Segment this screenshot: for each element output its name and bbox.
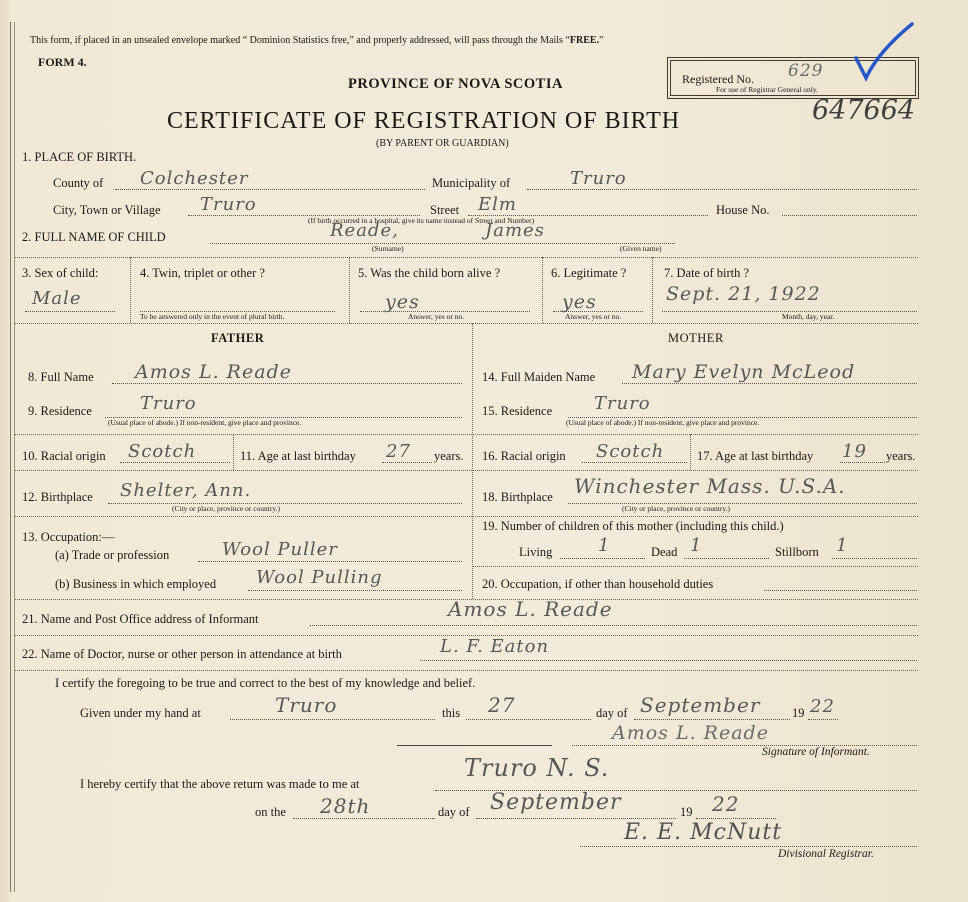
mother-age-value: 19	[842, 441, 867, 462]
father-heading: FATHER	[211, 331, 265, 345]
certify-day-value: 27	[488, 693, 516, 717]
informant-line	[310, 625, 917, 626]
registered-no-label: Registered No.	[682, 72, 754, 86]
informant-signature: Amos L. Reade	[612, 722, 769, 744]
mother-residence-label: 15. Residence	[482, 404, 553, 418]
place-of-birth-heading: 1. PLACE OF BIRTH.	[22, 150, 137, 164]
mother-heading: MOTHER	[668, 331, 724, 345]
house-no-label: House No.	[716, 203, 770, 217]
twin-label: 4. Twin, triplet or other ?	[140, 266, 265, 280]
separator-rule	[397, 745, 552, 746]
checkmark-icon	[848, 18, 918, 86]
province-heading: PROVINCE OF NOVA SCOTIA	[348, 76, 563, 92]
mail-notice: This form, if placed in an unsealed envelope marked “ Dominion Statistics free,” and properly addressed, will pass through the Mails “FREE.”	[30, 35, 604, 46]
father-age-line	[382, 462, 432, 463]
stillborn-value: 1	[836, 535, 849, 556]
father-name-value: Amos L. Reade	[135, 361, 292, 383]
mother-racial-label: 16. Racial origin	[482, 449, 566, 463]
father-racial-line	[120, 462, 230, 463]
city-label: City, Town or Village	[53, 203, 161, 217]
mother-occupation-label: 20. Occupation, if other than household duties	[482, 577, 714, 591]
doctor-value: L. F. Eaton	[440, 636, 550, 657]
mother-birthplace-value: Winchester Mass. U.S.A.	[574, 474, 846, 498]
father-age-label: 11. Age at last birthday	[240, 449, 356, 463]
dead-line	[684, 558, 769, 559]
given-under-label: Given under my hand at	[80, 706, 201, 720]
father-birthplace-label: 12. Birthplace	[22, 490, 93, 504]
child-name-line	[210, 243, 675, 244]
county-label: County of	[53, 176, 104, 190]
row-divider	[15, 323, 918, 324]
twin-note: To be answered only in the event of plural birth.	[140, 312, 285, 321]
born-alive-value: yes	[385, 291, 420, 313]
county-line	[115, 189, 425, 190]
page-title: CERTIFICATE OF REGISTRATION OF BIRTH	[167, 108, 681, 134]
column-divider	[233, 434, 234, 470]
occupation-heading: 13. Occupation:—	[22, 530, 115, 544]
dob-note: Month, day, year.	[782, 312, 835, 321]
registrar-statement: I hereby certify that the above return was made to me at	[80, 777, 360, 791]
father-racial-label: 10. Racial origin	[22, 449, 106, 463]
mother-name-label: 14. Full Maiden Name	[482, 370, 596, 384]
father-residence-note: (Usual place of abode.) If non-resident, give place and province.	[108, 418, 302, 427]
row-divider	[15, 434, 918, 435]
municipality-line	[527, 189, 917, 190]
born-alive-label: 5. Was the child born alive ?	[358, 266, 501, 280]
father-racial-value: Scotch	[128, 441, 197, 462]
street-label: Street	[430, 203, 460, 217]
margin-line	[14, 22, 15, 892]
row-divider	[15, 470, 918, 471]
registrar-day-value: 28th	[320, 794, 371, 818]
children-count-label: 19. Number of children of this mother (including this child.)	[482, 519, 784, 533]
dead-value: 1	[690, 535, 703, 556]
informant-signature-label: Signature of Informant.	[762, 746, 870, 758]
registrar-signature-line	[580, 846, 917, 847]
column-divider	[652, 257, 653, 323]
certify-year-value: 22	[810, 696, 835, 717]
dead-label: Dead	[651, 545, 678, 559]
father-age-value: 27	[386, 441, 411, 462]
sex-label: 3. Sex of child:	[22, 266, 99, 280]
column-divider	[349, 257, 350, 323]
year-line	[808, 719, 838, 720]
given-name-note: (Given name)	[620, 244, 662, 253]
given-place-line	[230, 719, 435, 720]
living-label: Living	[519, 545, 553, 559]
father-birthplace-value: Shelter, Ann.	[120, 480, 252, 501]
born-alive-note: Answer, yes or no.	[408, 312, 465, 321]
father-residence-value: Truro	[140, 393, 197, 414]
row-divider	[15, 257, 918, 258]
this-label: this	[442, 706, 461, 720]
on-the-label: on the	[255, 805, 286, 819]
registered-no-value: 629	[788, 61, 824, 81]
registrar-year-value: 22	[712, 792, 740, 816]
sex-value: Male	[32, 288, 82, 309]
row-divider	[15, 516, 918, 517]
father-birthplace-note: (City or place, province or country.)	[172, 504, 281, 513]
mother-residence-note: (Usual place of abode.) If non-resident, give place and province.	[566, 418, 760, 427]
father-age-unit: years.	[434, 449, 464, 463]
registrar-month-line	[476, 818, 676, 819]
form-number: FORM 4.	[38, 55, 87, 69]
mother-racial-value: Scotch	[596, 441, 665, 462]
doctor-line	[420, 660, 917, 661]
trade-label: (a) Trade or profession	[55, 548, 170, 562]
legitimate-label: 6. Legitimate ?	[551, 266, 627, 280]
given-place-value: Truro	[275, 693, 338, 717]
municipality-value: Truro	[570, 168, 627, 189]
certify-month-value: September	[640, 693, 761, 717]
trade-value: Wool Puller	[222, 539, 338, 560]
municipality-label: Municipality of	[432, 176, 511, 190]
mother-birthplace-line	[568, 503, 917, 504]
hospital-note: (If birth occurred in a hospital, give its name instead of Street and Number)	[308, 216, 535, 225]
house-no-line	[782, 215, 917, 216]
surname-note: (Surname)	[372, 244, 404, 253]
certificate-number: 647664	[812, 95, 916, 126]
mother-residence-value: Truro	[594, 393, 651, 414]
business-line	[248, 590, 462, 591]
dob-value: Sept. 21, 1922	[666, 283, 821, 305]
year-prefix: 19	[792, 706, 805, 720]
father-birthplace-line	[108, 503, 462, 504]
mother-name-line	[622, 383, 917, 384]
legitimate-note: Answer, yes or no.	[565, 312, 622, 321]
informant-value: Amos L. Reade	[448, 597, 613, 621]
business-label: (b) Business in which employed	[55, 577, 217, 591]
registrar-month-value: September	[490, 790, 622, 815]
certify-statement: I certify the foregoing to be true and correct to the best of my knowledge and belief.	[55, 676, 476, 690]
margin-line	[10, 22, 11, 892]
mother-racial-line	[582, 462, 687, 463]
informant-label: 21. Name and Post Office address of Informant	[22, 612, 259, 626]
row-divider	[472, 566, 918, 567]
month-line	[634, 719, 790, 720]
mother-age-line	[840, 462, 885, 463]
child-surname-value: Reade,	[330, 220, 399, 241]
page-subtitle: (BY PARENT OR GUARDIAN)	[376, 138, 509, 149]
stillborn-line	[832, 558, 917, 559]
dob-label: 7. Date of birth ?	[664, 266, 750, 280]
mother-occupation-line	[764, 590, 917, 591]
mother-name-value: Mary Evelyn McLeod	[632, 361, 856, 383]
registrar-place-value: Truro N. S.	[464, 754, 610, 782]
mother-birthplace-label: 18. Birthplace	[482, 490, 553, 504]
day-of-label: day of	[596, 706, 628, 720]
street-value: Elm	[478, 194, 517, 215]
registrar-day-line	[293, 818, 435, 819]
registrar-day-of-label: day of	[438, 805, 470, 819]
county-value: Colchester	[140, 168, 249, 189]
father-name-line	[112, 383, 462, 384]
mother-birthplace-note: (City or place, province or country.)	[622, 504, 731, 513]
city-value: Truro	[200, 194, 257, 215]
day-line	[466, 719, 591, 720]
legitimate-value: yes	[562, 291, 597, 313]
child-name-label: 2. FULL NAME OF CHILD	[22, 230, 166, 244]
father-residence-label: 9. Residence	[28, 404, 92, 418]
business-value: Wool Pulling	[256, 567, 383, 588]
parent-column-divider	[472, 323, 473, 599]
registrar-year-line	[696, 818, 776, 819]
registered-no-note: For use of Registrar General only.	[716, 85, 818, 94]
sex-line	[25, 311, 115, 312]
row-divider	[15, 670, 918, 671]
trade-line	[198, 561, 462, 562]
registrar-signature: E. E. McNutt	[624, 820, 783, 845]
doctor-label: 22. Name of Doctor, nurse or other person in attendance at birth	[22, 647, 342, 661]
column-divider	[542, 257, 543, 323]
mother-age-unit: years.	[886, 449, 916, 463]
living-value: 1	[598, 535, 611, 556]
father-name-label: 8. Full Name	[28, 370, 94, 384]
column-divider	[690, 434, 691, 470]
stillborn-label: Stillborn	[775, 545, 819, 559]
living-line	[560, 558, 645, 559]
registrar-year-prefix: 19	[680, 805, 693, 819]
mother-age-label: 17. Age at last birthday	[697, 449, 814, 463]
column-divider	[130, 257, 131, 323]
registrar-signature-label: Divisional Registrar.	[778, 848, 874, 860]
child-given-value: James	[485, 220, 545, 241]
